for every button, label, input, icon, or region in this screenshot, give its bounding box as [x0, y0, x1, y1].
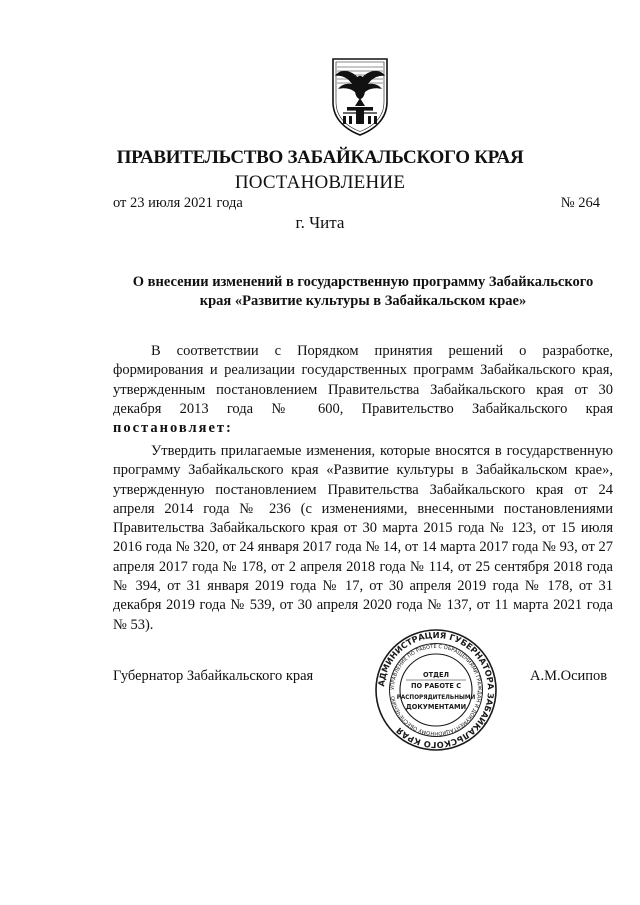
stamp-center-line: ПО РАБОТЕ С: [410, 682, 462, 690]
document-title: О внесении изменений в государственную программу Забайкальского края «Развитие культуры в Забайкальском крае»: [132, 274, 594, 309]
document-date: от 23 июля 2021 года: [113, 195, 243, 211]
stamp-center-line: ДОКУМЕНТАМИ: [405, 703, 467, 711]
document-number: № 264: [560, 195, 600, 211]
coat-of-arms-icon: [329, 56, 391, 136]
document-city: г. Чита: [295, 213, 345, 232]
stamp-center-line: РАСПОРЯДИТЕЛЬНЫМИ: [396, 695, 476, 701]
body-paragraph-1: [113, 342, 613, 438]
signatory-name: А.М.Осипов: [530, 668, 608, 684]
stamp-inner-text: УПРАВЛЕНИЕ ПО РАБОТЕ С ОБРАЩЕНИЯМИ ГРАЖДАН И ДОКУМЕНТАЦИОННОМУ ОБЕСПЕЧЕНИЮ: [389, 643, 483, 737]
signatory-position: Губернатор Забайкальского края: [113, 668, 314, 684]
government-name: ПРАВИТЕЛЬСТВО ЗАБАЙКАЛЬСКОГО КРАЯ: [116, 147, 524, 168]
document-type: ПОСТАНОВЛЕНИЕ: [234, 172, 406, 193]
stamp-outer-text: АДМИНИСТРАЦИЯ ГУБЕРНАТОРА ЗАБАЙКАЛЬСКОГО КРАЯ: [376, 629, 497, 751]
stamp-center-line: ОТДЕЛ: [423, 671, 449, 679]
body-paragraph-2: Утвердить прилагаемые изменения, которые вносятся в государственную программу Забайкальского края «Развитие культуры в Забайкальском крае», утвержденную постановлением Правительства Забайкальского края от 24 апреля 2014 года № 236 (с изменениями, внесенными постановлениями Правительства Забайкальского края от 30 марта 2015 года № 123, от 15 июля 2016 года № 320, от 24 января 2017 года № 14, от 14 марта 2017 года № 93, от 27 апреля 2017 года № 178, от 2 апреля 2018 года № 114, от 25 сентября 2018 года № 394, от 31 января 2019 года № 17, от 30 апреля 2019 года № 178, от 31 декабря 2019 года № 539, от 30 апреля 2020 года № 137, от 11 марта 2021 года № 53).: [113, 443, 613, 633]
resolution-keyword: постановляет:: [113, 420, 233, 437]
paragraph-text: В соответствии с Порядком принятия решений о разработке, формирования и реализации государственных программ Забайкальского края, утвержденным постановлением Правительства Забайкальского края от 30 декабря 2013 года № 600, Правительство Забайкальского края: [113, 343, 613, 417]
official-stamp: [374, 628, 498, 752]
